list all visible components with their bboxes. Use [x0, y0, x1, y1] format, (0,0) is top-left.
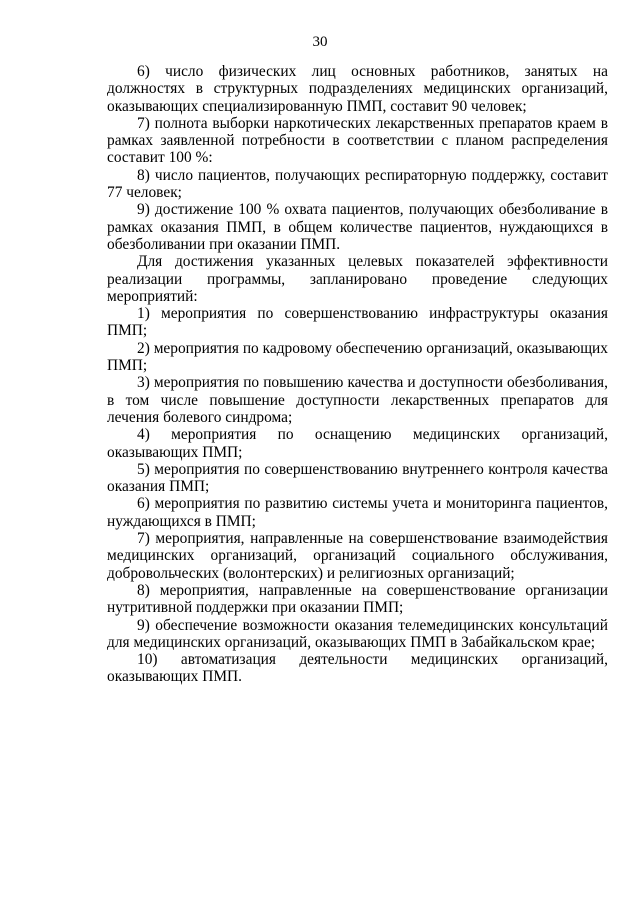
paragraph-measure-4: 4) мероприятия по оснащению медицинских организаций, оказывающих ПМП;	[107, 426, 608, 461]
paragraph-intro-measures: Для достижения указанных целевых показателей эффективности реализации программы, запланировано проведение следующих мероприятий:	[107, 253, 608, 305]
paragraph-measure-3: 3) мероприятия по повышению качества и доступности обезболивания, в том числе повышение доступности лекарственных препаратов для лечения болевого синдрома;	[107, 374, 608, 426]
paragraph-measure-8: 8) мероприятия, направленные на совершенствование организации нутритивной поддержки при оказании ПМП;	[107, 581, 608, 617]
paragraph-measure-2: 2) мероприятия по кадровому обеспечению организаций, оказывающих ПМП;	[107, 339, 608, 375]
paragraph-measure-7: 7) мероприятия, направленные на совершенствование взаимодействия медицинских организаций, организаций социального обслуживания, добровольческих (волонтерских) и религиозных организаций;	[107, 530, 608, 582]
paragraph-measure-6: 6) мероприятия по развитию системы учета и мониторинга пациентов, нуждающихся в ПМП;	[107, 495, 608, 530]
paragraph-target-6: 6) число физических лиц основных работников, занятых на должностях в структурных подразделениях медицинских организаций, оказывающих специализированную ПМП, составит 90 человек;	[107, 63, 608, 115]
paragraph-target-7: 7) полнота выборки наркотических лекарственных препаратов краем в рамках заявленной потребности в соответствии с планом распределения составит 100 %:	[107, 114, 608, 167]
paragraph-target-9: 9) достижение 100 % охвата пациентов, получающих обезболивание в рамках оказания ПМП, в общем количестве пациентов, нуждающихся в обезболивании при оказании ПМП.	[107, 201, 608, 253]
paragraph-measure-9: 9) обеспечение возможности оказания телемедицинских консультаций для медицинских организаций, оказывающих ПМП в Забайкальском крае;	[107, 616, 608, 651]
document-body	[107, 63, 608, 686]
paragraph-target-8: 8) число пациентов, получающих респираторную поддержку, составит 77 человек;	[107, 166, 608, 202]
paragraph-measure-5: 5) мероприятия по совершенствованию внутреннего контроля качества оказания ПМП;	[107, 460, 608, 496]
page-number: 30	[312, 34, 328, 50]
paragraph-measure-10: 10) автоматизация деятельности медицинских организаций, оказывающих ПМП.	[107, 651, 608, 686]
paragraph-measure-1: 1) мероприятия по совершенствованию инфраструктуры оказания ПМП;	[107, 305, 608, 340]
